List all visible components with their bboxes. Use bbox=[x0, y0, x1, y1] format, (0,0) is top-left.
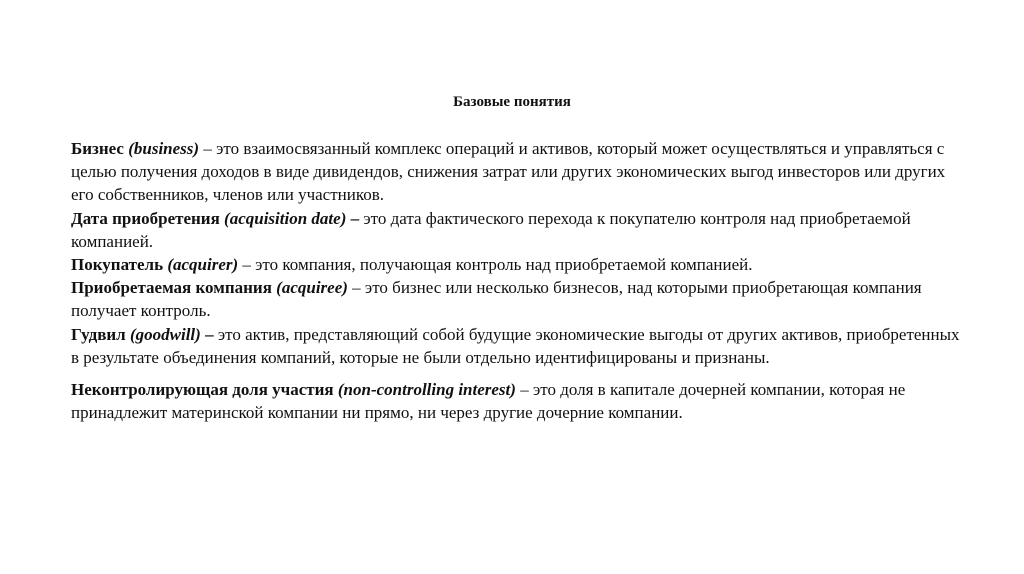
term-dash: – bbox=[238, 255, 256, 275]
term-dash: – bbox=[346, 208, 364, 228]
term-dash: – bbox=[199, 139, 217, 158]
definition-text: это дата фактического перехода к покупателю контроля над приобретаемой компанией. bbox=[71, 208, 911, 251]
term: Покупатель bbox=[71, 255, 164, 275]
term: Дата приобретения bbox=[71, 208, 220, 228]
term-dash: – bbox=[347, 278, 365, 298]
definitions-list bbox=[71, 137, 971, 424]
term: Приобретаемая компания bbox=[71, 278, 272, 298]
term-dash: – bbox=[200, 324, 218, 344]
definition-text: это доля в капитале дочерней компании, которая не принадлежит материнской компании ни прямо, ни через другие дочерние компании. bbox=[71, 380, 906, 423]
definition-text: это бизнес или несколько бизнесов, над которыми приобретающая компания получает контроль. bbox=[71, 278, 922, 321]
term-english: (business) bbox=[128, 139, 200, 158]
definition-acquisition-date bbox=[71, 207, 971, 253]
term-english: (acquirer) bbox=[167, 255, 239, 275]
term-english: (acquiree) bbox=[276, 278, 348, 298]
definition-goodwill bbox=[71, 323, 971, 369]
term-english: (non-controlling interest) bbox=[337, 380, 516, 400]
term: Бизнес bbox=[71, 139, 124, 158]
definition-text: это взаимосвязанный комплекс операций и активов, который может осуществляться и управляться с целью получения доходов в виде дивидендов, снижения затрат или других экономических выгод инвесторов или других его собственников, членов или участников. bbox=[71, 139, 946, 205]
slide-title: Базовые понятия bbox=[453, 94, 571, 110]
definition-text: это актив, представляющий собой будущие экономические выгоды от других активов, приобретенных в результате объединения компаний, которые не были отдельно идентифицированы и признаны. bbox=[71, 324, 960, 367]
definition-text: это компания, получающая контроль над приобретаемой компанией. bbox=[255, 255, 753, 275]
term-dash: – bbox=[515, 380, 533, 400]
term-english: (acquisition date) bbox=[224, 208, 347, 228]
term: Неконтролирующая доля участия bbox=[71, 380, 334, 400]
definition-non-controlling-interest bbox=[71, 378, 971, 424]
definition-acquiree bbox=[71, 276, 971, 322]
term: Гудвил bbox=[71, 324, 126, 344]
term-english: (goodwill) bbox=[129, 324, 201, 344]
definition-acquirer bbox=[71, 253, 971, 276]
definition-business bbox=[71, 137, 971, 207]
